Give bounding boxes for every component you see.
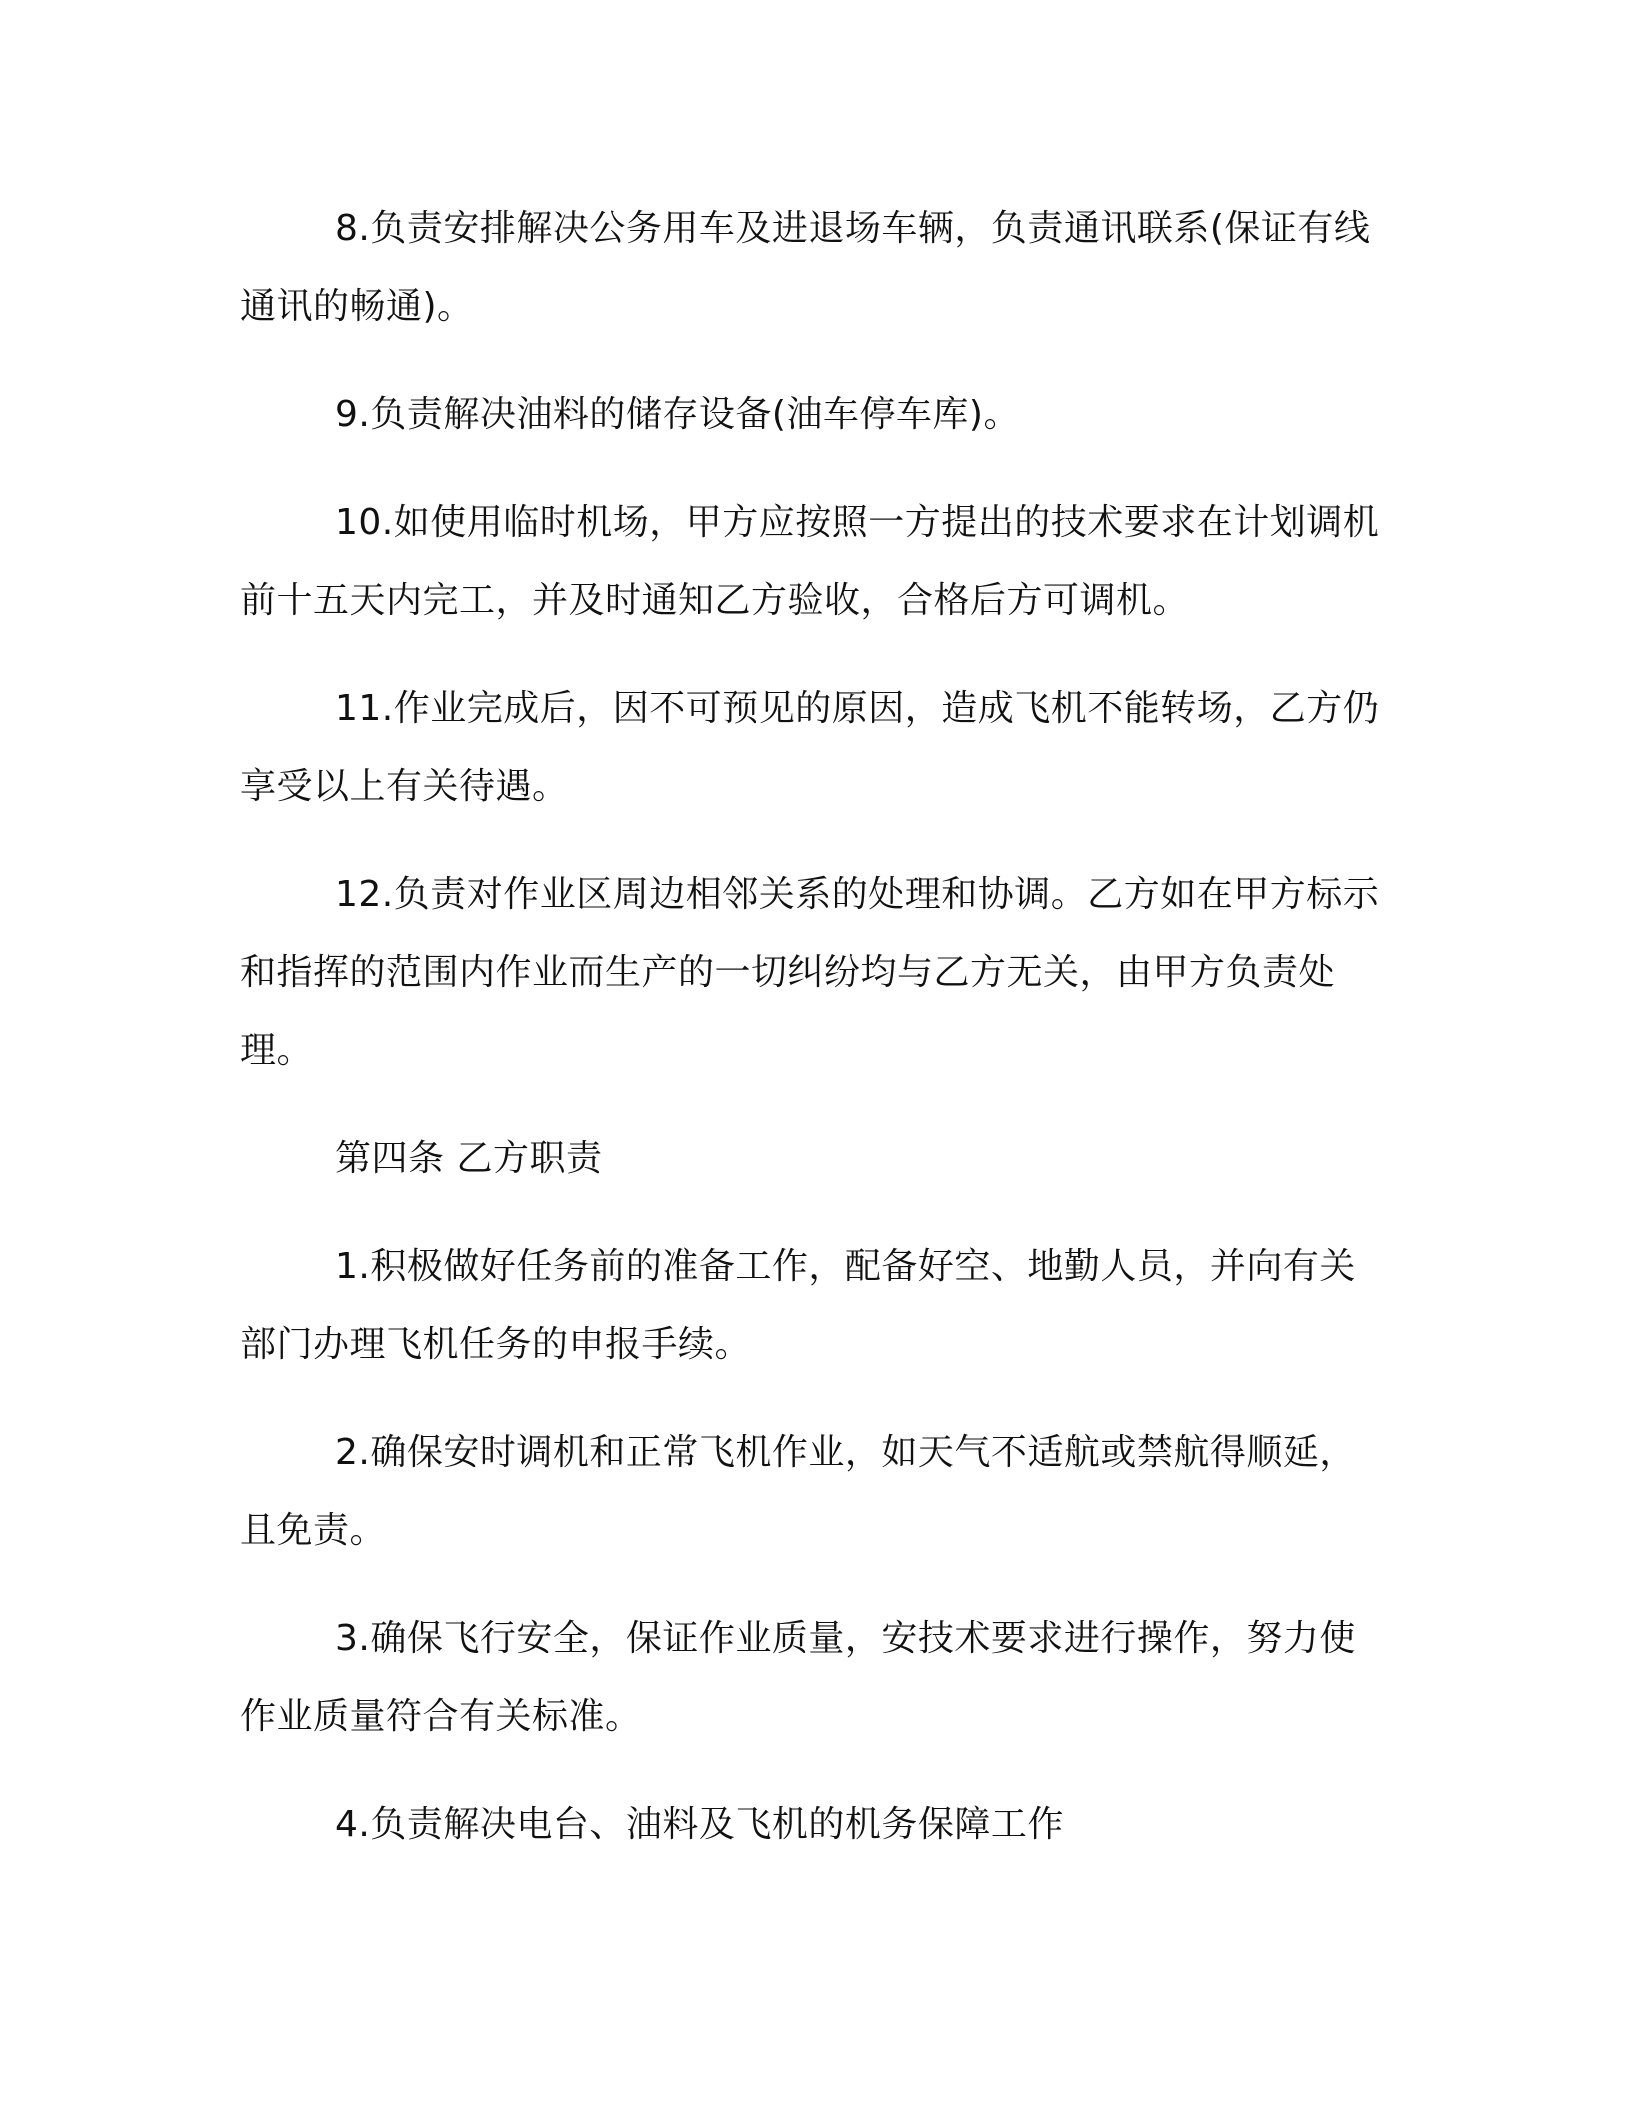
section-paragraph-4: 4.负责解决电台、油料及飞机的机务保障工作	[335, 1804, 1064, 1845]
section-paragraph-2: 2.确保安时调机和正常飞机作业，如天气不适航或禁航得顺延，且免责。	[240, 1432, 1356, 1551]
paragraph-item-12: 12.负责对作业区周边相邻关系的处理和协调。乙方如在甲方标示和指挥的范围内作业而生产的一切纠纷均与乙方无关，由甲方负责处理。	[240, 874, 1380, 1071]
paragraph-item-10: 10.如使用临时机场，甲方应按照一方提出的技术要求在计划调机前十五天内完工，并及时通知乙方验收，合格后方可调机。	[240, 502, 1380, 621]
section-paragraph-1: 1.积极做好任务前的准备工作，配备好空、地勤人员，并向有关部门办理飞机任务的申报手续。	[240, 1246, 1356, 1365]
paragraph-item-11: 11.作业完成后，因不可预见的原因，造成飞机不能转场，乙方仍享受以上有关待遇。	[240, 688, 1380, 807]
section-heading: 第四条 乙方职责	[335, 1138, 603, 1179]
section-paragraph-3: 3.确保飞行安全，保证作业质量，安技术要求进行操作，努力使作业质量符合有关标准。	[240, 1618, 1356, 1737]
document-page	[240, 190, 1390, 1894]
paragraph-item-9: 9.负责解决油料的储存设备(油车停车库)。	[335, 394, 1020, 435]
paragraph-item-8: 8.负责安排解决公务用车及进退场车辆，负责通讯联系(保证有线通讯的畅通)。	[240, 208, 1371, 327]
